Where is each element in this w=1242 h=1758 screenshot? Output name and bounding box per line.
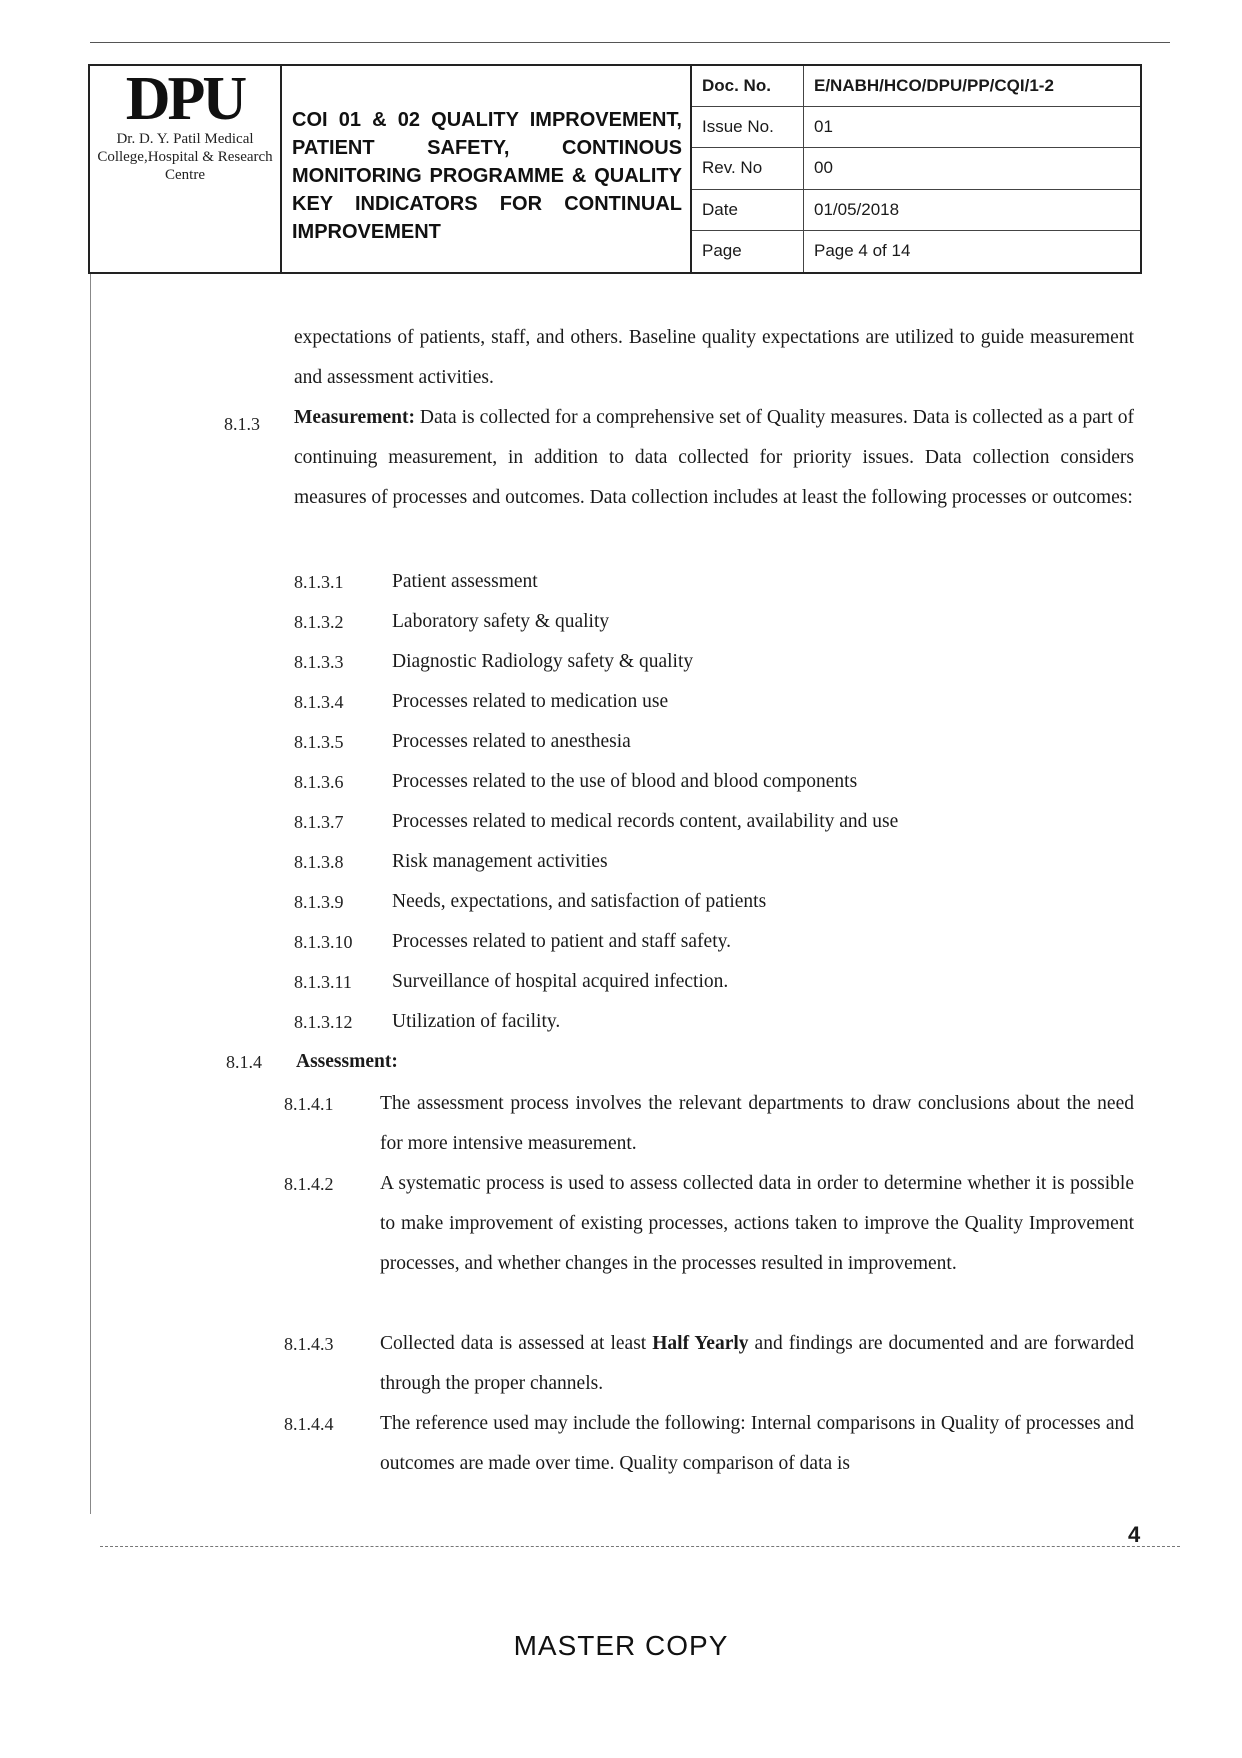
- list-item-number: 8.1.4.1: [284, 1094, 334, 1114]
- list-item: A systematic process is used to assess collected data in order to determine whether it is possible to make improvement of existing processes, actions taken to improve the Quality Improvement processes, and whether changes in the processes resulted in improvement.: [380, 1173, 1134, 1274]
- measurement-paragraph: [294, 398, 1134, 518]
- intro-paragraph: expectations of patients, staff, and others. Baseline quality expectations are utilized to guide measurement and assessment activities.: [294, 327, 1134, 388]
- rev-no-label: Rev. No: [692, 148, 804, 189]
- list-item-number: 8.1.3.7: [294, 812, 344, 832]
- list-item-number: 8.1.3.10: [294, 932, 353, 952]
- list-item: Patient assessment: [392, 571, 538, 592]
- logo-block: [90, 66, 282, 272]
- institution-name: Dr. D. Y. Patil Medical College,Hospital & Research Centre: [97, 131, 273, 183]
- section-number: 8.1.4: [226, 1052, 262, 1072]
- issue-no-label: Issue No.: [692, 107, 804, 148]
- list-item: The reference used may include the following: Internal comparisons in Quality of processes and outcomes are made over time. Quality comparison of data is: [380, 1413, 1134, 1474]
- document-meta-table: [692, 66, 1140, 272]
- list-item-number: 8.1.3.3: [294, 652, 344, 672]
- top-rule: [90, 42, 1170, 43]
- list-item-text: Collected data is assessed at least: [380, 1333, 653, 1354]
- list-item-number: 8.1.3.6: [294, 772, 344, 792]
- list-item: Laboratory safety & quality: [392, 611, 610, 632]
- section-heading: Assessment:: [296, 1051, 398, 1072]
- list-item: Processes related to the use of blood and blood components: [392, 771, 858, 792]
- issue-no-value: 01: [804, 107, 1140, 148]
- list-item-number: 8.1.3.9: [294, 892, 344, 912]
- list-item: Processes related to patient and staff safety.: [392, 931, 731, 952]
- list-item-number: 8.1.3.1: [294, 572, 344, 592]
- list-item: The assessment process involves the relevant departments to draw conclusions about the need for more intensive measurement.: [380, 1093, 1134, 1154]
- list-item: Processes related to medical records content, availability and use: [392, 811, 899, 832]
- page-number: 4: [1128, 1522, 1141, 1547]
- list-item: Surveillance of hospital acquired infection.: [392, 971, 729, 992]
- list-item-number: 8.1.3.11: [294, 972, 352, 992]
- document-header: [88, 64, 1142, 274]
- list-item: Risk management activities: [392, 851, 608, 872]
- list-item-text: and findings are documented and are forwarded through the proper channels.: [380, 1333, 1134, 1394]
- page-value: Page 4 of 14: [814, 241, 911, 261]
- list-item-number: 8.1.4.4: [284, 1414, 334, 1434]
- date-label: Date: [692, 190, 804, 231]
- doc-no-value: E/NABH/HCO/DPU/PP/CQI/1-2: [804, 66, 1140, 107]
- list-item: Utilization of facility.: [392, 1011, 561, 1032]
- rev-no-value: 00: [804, 148, 1140, 189]
- list-item: Processes related to medication use: [392, 691, 669, 712]
- list-item-number: 8.1.3.5: [294, 732, 344, 752]
- page-label: Page: [692, 231, 804, 272]
- list-item-number: 8.1.3.2: [294, 612, 344, 632]
- section-number: 8.1.3: [224, 414, 260, 434]
- list-item-number: 8.1.3.8: [294, 852, 344, 872]
- footer-rule: [100, 1546, 1180, 1547]
- list-item-number: 8.1.3.4: [294, 692, 344, 712]
- left-margin-rule: [90, 274, 91, 1514]
- dpu-logo: DPU: [125, 65, 245, 133]
- list-item-emphasis: Half Yearly: [652, 1333, 749, 1354]
- list-item: Diagnostic Radiology safety & quality: [392, 651, 694, 672]
- doc-no-label: Doc. No.: [692, 66, 804, 107]
- section-text: Data is collected for a comprehensive set of Quality measures. Data is collected as a part of continuing measurement, in addition to data collected for priority issues. Data collection considers measures of processes and outcomes. Data collection includes at least the following processes or outcomes:: [294, 407, 1135, 508]
- list-item: Needs, expectations, and satisfaction of patients: [392, 891, 767, 912]
- list-item-number: 8.1.4.2: [284, 1174, 334, 1194]
- list-item-number: 8.1.4.3: [284, 1334, 334, 1354]
- document-title: COI 01 & 02 QUALITY IMPROVEMENT, PATIENT SAFETY, CONTINOUS MONITORING PROGRAMME & QUALITY KEY INDICATORS FOR CONTINUAL IMPROVEMENT: [282, 66, 692, 272]
- list-item: [380, 1324, 1134, 1404]
- list-item-number: 8.1.3.12: [294, 1012, 353, 1032]
- master-copy-stamp: MASTER COPY: [513, 1630, 729, 1661]
- date-value: 01/05/2018: [804, 190, 1140, 231]
- list-item: Processes related to anesthesia: [392, 731, 631, 752]
- section-heading: Measurement:: [294, 407, 415, 428]
